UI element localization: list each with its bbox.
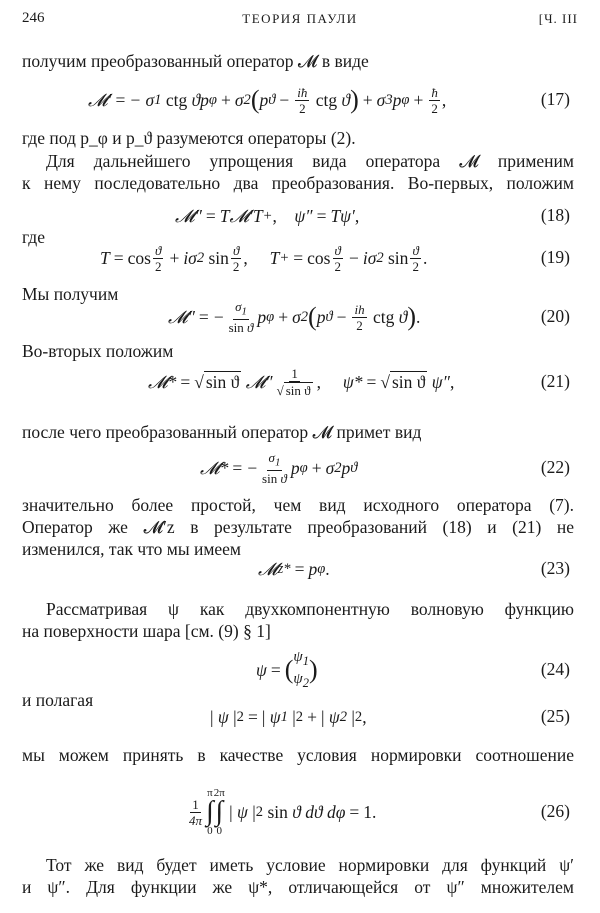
equation-20 (0, 297, 600, 337)
text-line: и полагая (22, 690, 94, 710)
text-line: где под p_φ и p_ϑ разумеются операторы (2). (22, 128, 356, 148)
text-line: значительно более простой, чем вид исходного оператора (7). (22, 495, 574, 515)
equation-number: (19) (540, 247, 570, 267)
equation-number: (18) (540, 205, 570, 225)
equation-number: (20) (540, 306, 570, 326)
text-line: к нему последовательно два преобразования. Во-первых, положим (22, 173, 574, 193)
text-line: Тот же вид будет иметь условие нормировки для функций ψ′ (46, 855, 574, 875)
equation-24 (0, 650, 600, 690)
equation-17-body: 𝓜′ = − σ 1 ctg ϑ p φ + σ 2 ( p ϑ − $\frac{iħ}{2}$ ctg ϑ ) + σ 3 p φ + $\frac{ħ}{2}$ , (88, 84, 447, 116)
text-line: Оператор же 𝓜′z в результате преобразований (18) и (21) не (22, 517, 574, 537)
text-line: и ψ″. Для функции же ψ*, отличающейся от ψ″ множителем (22, 877, 574, 897)
equation-23 (0, 549, 600, 589)
equation-22-body: 𝓜* = − $\frac{\sigma_1}{\text{sin ϑ}}$ p φ + σ 2 p ϑ (200, 449, 358, 487)
equation-18-body: 𝓜″ = T𝓜′T + , ψ″ = Tψ′ , (175, 205, 360, 226)
equation-number: (26) (540, 801, 570, 821)
equation-number: (22) (540, 457, 570, 477)
equation-25 (0, 697, 600, 737)
running-header (22, 10, 578, 32)
text-line: где (22, 227, 45, 247)
text-line: Рассматривая ψ как двухкомпонентную волновую функцию (46, 599, 574, 619)
page-number: 246 (22, 10, 45, 26)
equation-21 (0, 362, 600, 402)
equation-20-body: 𝓜″ = − $\frac{\sigma_1}{\text{sin ϑ}}$ p φ + σ 2 ( p ϑ − $\frac{ih}{2}$ ctg ϑ ) . (168, 298, 421, 336)
equation-number: (24) (540, 659, 570, 679)
text-line: мы можем принять в качестве условия нормировки соотношение (22, 745, 574, 765)
text-line: после чего преобразованный оператор 𝓜 примет вид (22, 422, 422, 442)
equation-26-body: 1 4π π ∫ 0 2π ∫ 0 | ψ | 2 sin ϑ dϑ dφ = 1. (189, 787, 377, 837)
equation-24-body: ψ = ( $\psi_1$ $\psi_2$ ) (256, 649, 318, 690)
text-line: Для дальнейшего упрощения вида оператора 𝓜 применим (46, 151, 574, 171)
equation-number: (23) (540, 558, 570, 578)
text-line: получим преобразованный оператор 𝓜 в виде (22, 51, 369, 71)
text-line: изменился, так что мы имеем (22, 539, 242, 559)
equation-23-body: 𝓜 z * = p φ . (258, 558, 330, 579)
equation-19 (0, 238, 600, 278)
chapter-label: [Ч. III (538, 11, 578, 26)
text-line: на поверхности шара [см. (9) § 1] (22, 621, 271, 641)
equation-25-body: | ψ | 2 = | ψ 1 | 2 + | ψ 2 | 2 , (210, 706, 367, 727)
text-line: Во-вторых положим (22, 341, 174, 361)
equation-26 (0, 788, 600, 836)
equation-17 (0, 80, 600, 120)
running-title: ТЕОРИЯ ПАУЛИ (242, 11, 358, 26)
equation-19-body: T = cos ϑ 2 + iσ 2 sin ϑ 2 , T + = cos ϑ 2 − iσ 2 sin ϑ 2 . (100, 242, 428, 274)
text-line: Мы получим (22, 284, 119, 304)
equation-number: (17) (540, 89, 570, 109)
equation-number: (21) (540, 371, 570, 391)
equation-21-body: 𝓜* = √ sin ϑ 𝓜″ 1 √ sin ϑ , ψ* = √ sin ϑ ψ″ , (148, 366, 455, 398)
equation-22 (0, 448, 600, 488)
equation-number: (25) (540, 706, 570, 726)
